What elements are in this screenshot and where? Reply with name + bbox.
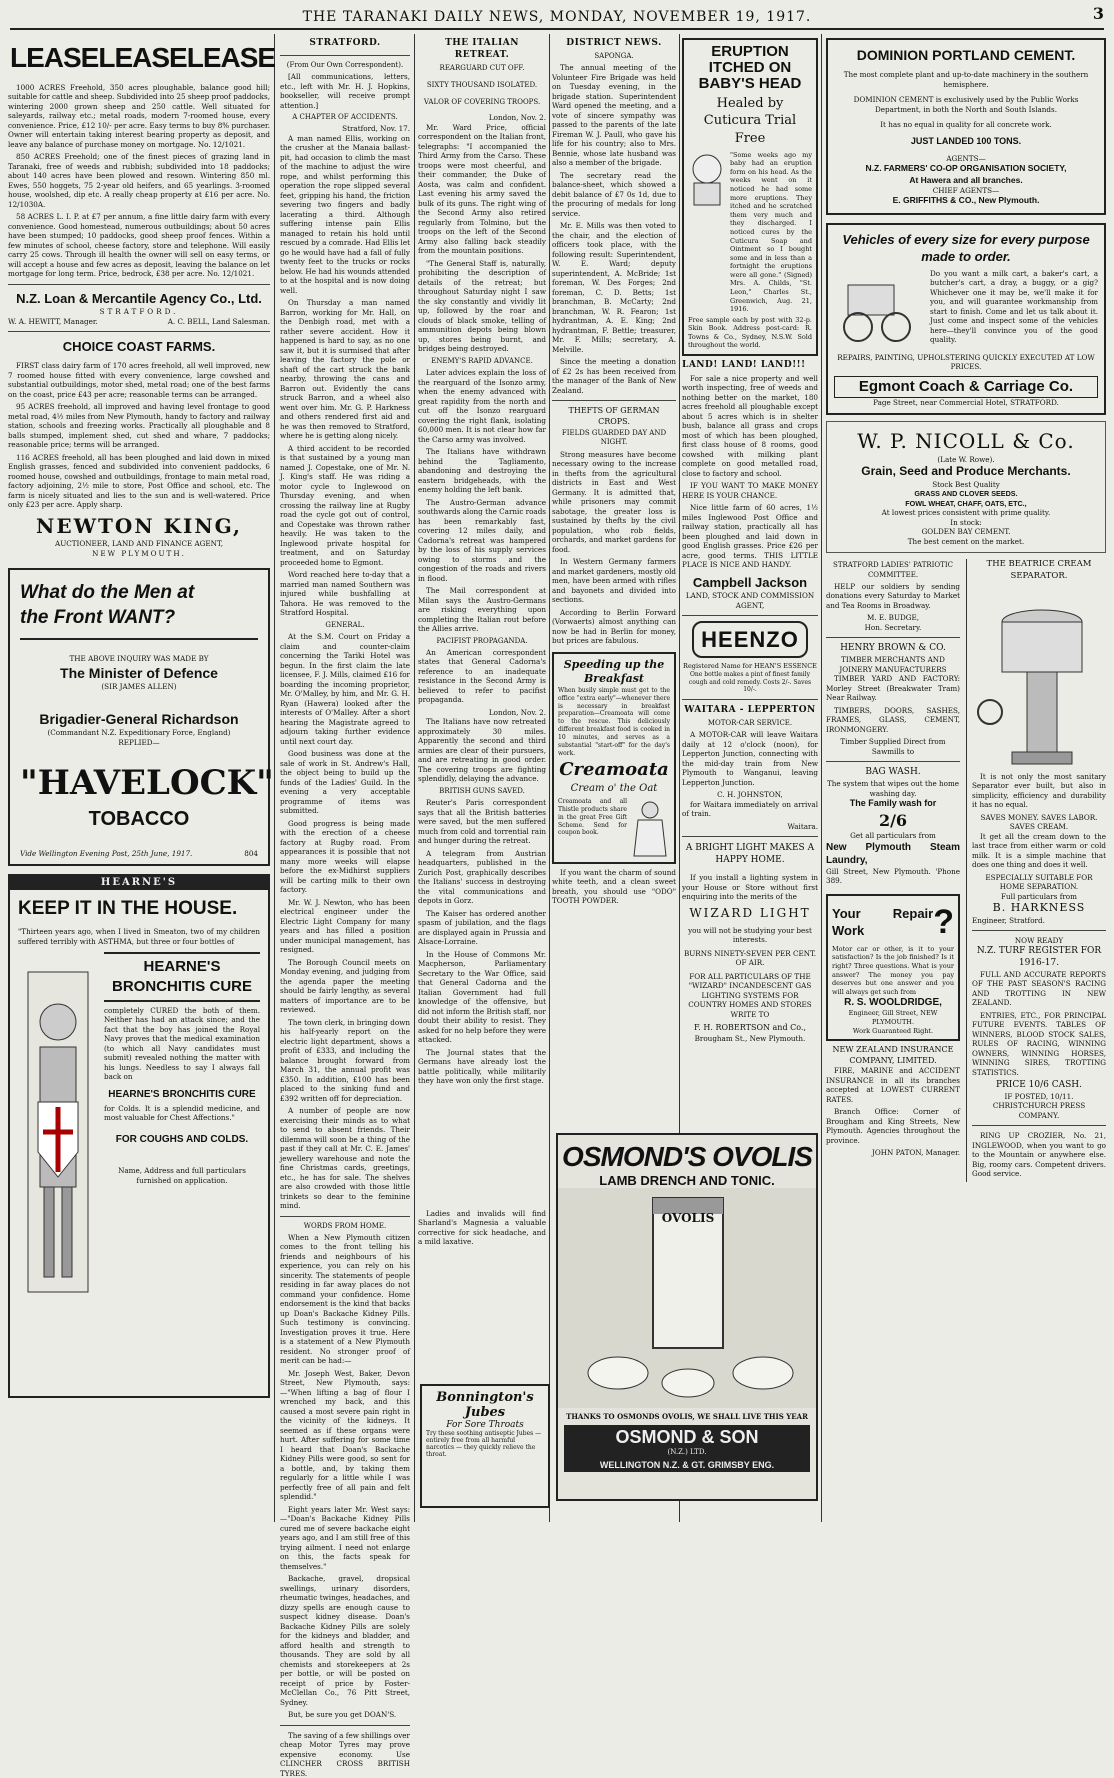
column-rule bbox=[549, 34, 550, 1522]
bonnington-name: Bonnington's Jubes bbox=[436, 1390, 534, 1420]
farm-listing: FIRST class dairy farm of 170 acres freehold, all well improved, new 7 roomed house fitted with every convenience, large cowshed and substantial outbuildings, motor shed, metal road; one of the best farms on the coast, price £43 per acre; reasonable terms can be arranged. bbox=[8, 361, 270, 399]
hearne-testimonial: "Thirteen years ago, when I lived in Smeaton, two of my children suffered terribly with ASTHMA, but three or four bottles of bbox=[18, 927, 260, 946]
havelock-minister-sub: (SIR JAMES ALLEN) bbox=[101, 682, 177, 692]
paragraph: for Waitara immediately on arrival of train. bbox=[682, 799, 818, 819]
cement-griffiths: E. GRIFFITHS & CO., New Plymouth. bbox=[892, 195, 1040, 206]
separator-role: Engineer, Stratford. bbox=[972, 915, 1045, 925]
separator-illustration bbox=[972, 582, 1106, 772]
insurance-title: NEW ZEALAND INSURANCE COMPANY, LIMITED. bbox=[832, 1045, 954, 1065]
paragraph: Backache, gravel, dropsical swellings, urinary disorders, rheumatic twinges, headaches, and dizzy spells are enough cause to suspect kidney disease. Doan's Backache Kidney Pills are solely for the kidneys and bladder, and afford health and strength to thousands. They are sold by all chemists and storekeepers at 2s per bottle, or will be posted on receipt of price by Foster-McClellan Co., 76 Pitt Street, Sydney. bbox=[280, 1574, 410, 1707]
column-rule bbox=[414, 34, 415, 1522]
creamoata-ad bbox=[552, 652, 676, 864]
osmond-address: WELLINGTON N.Z. & GT. GRIMSBY ENG. bbox=[564, 1458, 810, 1472]
separator-title: THE BEATRICE CREAM SEPARATOR. bbox=[986, 559, 1092, 581]
paragraph: IF YOU WANT TO MAKE MONEY HERE IS YOUR CHANCE. bbox=[682, 481, 818, 500]
section-heading: GENERAL. bbox=[325, 620, 365, 629]
paragraph: The saving of a few shillings over cheap Motor Tyres may prove expensive economy. Use CLINCHER CROSS BRITISH TYRES. bbox=[280, 1730, 410, 1778]
havelock-inquiry: THE ABOVE INQUIRY WAS MADE BY bbox=[69, 654, 209, 664]
hearne-cured-text: completely CURED the both of them. Neither has had an attack since; and the fact that the boy has joined the Royal Navy proves that the medical examination (to which all Navy candidates must submit) revealed nothing the matter with his lungs. Needless to say I always fall back on bbox=[104, 1005, 260, 1082]
nicoll-sub: Grain, Seed and Produce Merchants. bbox=[861, 464, 1071, 478]
paragraph: If you install a lighting system in your House or Store without first enquiring into the merits of the bbox=[682, 873, 818, 902]
heenzo-small: One bottle makes a pint of finest family cough and cold remedy. Costs 2/-. Saves 10/-. bbox=[688, 670, 812, 694]
waitara-town: Waitara. bbox=[787, 821, 818, 831]
newton-title: NEWTON KING, bbox=[36, 513, 242, 538]
osmond-thanks: THANKS TO OSMONDS OVOLIS, WE SHALL LIVE THIS YEAR bbox=[566, 1412, 808, 1421]
heenzo-sub: Registered Name for HEAN'S ESSENCE bbox=[683, 662, 817, 671]
right-subcolumn bbox=[966, 559, 1106, 1182]
cement-branches: At Hawera and all branches. bbox=[909, 174, 1023, 185]
egmont-address: Page Street, near Commercial Hotel, STRATFORD. bbox=[873, 397, 1059, 407]
bag-body: The system that wipes out the home washing day. bbox=[826, 779, 960, 798]
creamoata-small: Creamoata and all Thistle products share in the great Free Gift Scheme. Send for coupon book. bbox=[558, 797, 627, 837]
bonnington-body: Try these soothing antiseptic Jubes — entirely free from all harmful narcotics — they quickly relieve the throat. bbox=[426, 1430, 542, 1458]
paragraph: Since the meeting a donation of £2 2s has been received from the manager of the Bank of New Zealand. bbox=[552, 357, 676, 395]
paragraph: Mr. Joseph West, Baker, Devon Street, New Plymouth, says:—"When lifting a bag of flour I wrenched my back, and this caused a most severe pain right in the vicinity of the kidneys. It seemed as if these organs were hurt. After suffering for some time I heard that Doan's Backache Kidney Pills were good, so sent for a bottle, and, by taking them regularly for a little while I was perfectly free of all pain and felt splendid." bbox=[280, 1368, 410, 1502]
nicoll-name: W. P. NICOLL & Co. bbox=[857, 429, 1075, 454]
cuticura-headline: ERUPTION ITCHED ON BABY'S HEAD bbox=[698, 43, 802, 92]
section-heading: THEFTS OF GERMAN CROPS. bbox=[568, 406, 660, 426]
cement-ad bbox=[826, 38, 1106, 215]
brown-title: HENRY BROWN & CO. bbox=[840, 643, 946, 654]
repair-ad bbox=[826, 894, 960, 1041]
patriotic-name: M. E. BUDGE, bbox=[866, 613, 920, 623]
osmond-tin: OVOLIS bbox=[661, 1211, 715, 1225]
section-heading: PACIFIST PROPAGANDA. bbox=[436, 636, 528, 645]
paragraph: ENTRIES, ETC., FOR PRINCIPAL FUTURE EVENTS. TABLES OF WINNERS, BLOOD STOCK SALES, RULES OF RACING, WINNING OWNERS, WINNING HORSES, WINNING SIRES, TROTTING STATISTICS. bbox=[972, 1010, 1106, 1077]
egmont-name: Egmont Coach & Carriage Co. bbox=[834, 376, 1098, 398]
paragraph: Strong measures have become necessary owing to the increase in thefts from the agricultural districts in East and West Germany. It is admitted that, while prisoners may commit sabotage, the greater loss is sustained by thefts by the civil population, who rob fields, orchards, and market gardens for food. bbox=[552, 449, 676, 554]
hearne-side-desc: for Colds. It is a splendid medicine, and most valuable for Chest Affections." bbox=[104, 1103, 260, 1123]
wizard-particulars: FOR ALL PARTICULARS OF THE "WIZARD" INCANDESCENT GAS LIGHTING SYSTEMS FOR COUNTRY HOMES AND STORES WRITE TO bbox=[688, 971, 812, 1019]
paragraph: It is not only the most sanitary Separator ever built, but also in simplicity, efficiency and durability it has no equal. bbox=[972, 771, 1106, 810]
osmond-maker-sub: (N.Z.) LTD. bbox=[667, 1448, 707, 1456]
paragraph: RING UP CROZIER, No. 21, INGLEWOOD, when you want to go to the Mountain or anywhere else. Big, roomy cars. Competent drivers. Good service. bbox=[972, 1131, 1106, 1179]
creamoata-speeding: Speeding up the Breakfast bbox=[563, 657, 665, 686]
listing: 58 ACRES L. I. P. at £7 per annum, a fine little dairy farm with every convenience. Good homestead, numerous outbuildings; about 50 acres have been stumped; 10 paddocks, good sheep proof fences. Within a few minutes of school, cheese factory, store and telephone. Will easily carry 25 cows. Through ill health the owner will sell on easy terms, or will accept a house and few acres as deposit, leaving the balance on let mortgage for long term. Price, bedrock, £38 per acre. No. 12/1021. bbox=[8, 212, 270, 279]
section-heading: WORDS FROM HOME. bbox=[303, 1221, 387, 1230]
column-1 bbox=[8, 34, 276, 1524]
knight-illustration bbox=[18, 952, 98, 1312]
left-subcolumn bbox=[826, 559, 960, 1182]
havelock-replied: REPLIED— bbox=[118, 737, 160, 747]
listing: 850 ACRES Freehold; one of the finest pieces of grazing land in Taranaki, free of weeds and rubbish; subdivided into 18 paddocks; about 140 acres have been plowed and resown. Wintering 850 ml. Ewes, 550 hoggets, 75 2-year old heifers, and 65 yearlings. 3-roomed house, woolshed, dip etc. A really cheap property at £16 per acre. No. 12/1030A. bbox=[8, 152, 270, 209]
masthead bbox=[10, 6, 1104, 30]
havelock-code: 804 bbox=[244, 848, 258, 858]
repair-address: Engineer, Gill Street, NEW PLYMOUTH. bbox=[848, 1009, 938, 1027]
column-2 bbox=[280, 34, 410, 1778]
bag-title: BAG WASH. bbox=[865, 767, 921, 778]
paragraph: The Italians have now retreated approximately 30 miles. Apparently the second and third armies are clear of their pursuers, and are retreating in good order. The covering troops are fighting splendidly, delaying the advance. bbox=[418, 717, 546, 784]
farm-listing: 116 ACRES freehold, all has been ploughed and laid down in mixed English grasses, fenced and subdivided into convenient paddocks, 6 roomed house, cowshed and outbuildings, frontage to main metal road, factory adjoining, 2½ mile to store, Post Office and school, etc. The farm is nicely situated and lies to the sun and is well-watered. Price only £23 per acre. Apply sharp. bbox=[8, 452, 270, 510]
hearne-for-line: FOR COUGHS AND COLDS. bbox=[115, 1133, 249, 1145]
nicoll-fowl: FOWL WHEAT, CHAFF, OATS, ETC., bbox=[905, 498, 1027, 508]
turf-post: IF POSTED, 10/11. bbox=[1004, 1091, 1074, 1101]
paragraph: If you want the charm of sound white teeth, and a clean sweet breath, you should use "ODO" TOOTH POWDER. bbox=[552, 867, 676, 906]
nicoll-prices: At lowest prices consistent with prime quality. bbox=[881, 508, 1051, 518]
nicoll-golden: GOLDEN BAY CEMENT. bbox=[921, 527, 1011, 537]
cuticura-sample: Free sample each by post with 32-p. Skin Book. Address post-card: R. Towns & Co., Sydney, N.S.W. Sold throughout the world. bbox=[688, 315, 812, 350]
creamoata-brand: Creamoata bbox=[559, 758, 669, 780]
osmond-sub: LAMB DRENCH AND TONIC. bbox=[599, 1173, 775, 1188]
havelock-tobacco: TOBACCO bbox=[88, 808, 190, 831]
turf-price: PRICE 10/6 CASH. bbox=[995, 1080, 1083, 1091]
wizard-agent: F. H. ROBERTSON and Co., bbox=[693, 1023, 807, 1033]
turf-press: CHRISTCHURCH PRESS COMPANY. bbox=[992, 1101, 1086, 1120]
page-number: 3 bbox=[1092, 4, 1104, 23]
osmond-name: OSMOND'S OVOLIS bbox=[562, 1141, 812, 1172]
vehicles-repairs: REPAIRS, PAINTING, UPHOLSTERING QUICKLY EXECUTED AT LOW PRICES. bbox=[837, 352, 1095, 372]
subheading: SAPONGA. bbox=[594, 51, 634, 60]
creamoata-tag: Cream o' the Oat bbox=[570, 782, 658, 794]
subheading: VALOR OF COVERING TROOPS. bbox=[423, 98, 541, 107]
subheading: FIELDS GUARDED DAY AND NIGHT. bbox=[561, 429, 667, 447]
repair-question: ? bbox=[933, 902, 954, 941]
column-3 bbox=[418, 34, 546, 1524]
havelock-brand: "HAVELOCK" bbox=[20, 763, 274, 804]
paragraph: FIRE, MARINE and ACCIDENT INSURANCE in all its branches accepted at LOWEST CURRENT RATES. bbox=[826, 1066, 960, 1104]
paragraph: It get all the cream down to the last trace from either warm or cold milk. It is a simple machine that does one thing and does it well. bbox=[972, 831, 1106, 870]
column-rule bbox=[821, 34, 822, 1522]
notice: [All communications, letters, etc., left with Mr. H. J. Hopkins, bookseller, will receive prompt attention.] bbox=[280, 72, 410, 110]
havelock-question-1: What do the Men at bbox=[20, 582, 195, 604]
paragraph: In the House of Commons Mr. Macpherson, Parliamentary Secretary to the War Office, said that General Cadorna and the Italian Government had full knowledge of the offensive, but did not inform the British staff, nor doubt their ability to resist. They asked for no help before they were attacked. bbox=[418, 949, 546, 1045]
cement-sub: The most complete plant and up-to-date machinery in the southern hemisphere. bbox=[843, 70, 1089, 89]
paragraph: Branch Office: Corner of Brougham and King Streets, New Plymouth. Agencies throughout the province. bbox=[826, 1107, 960, 1145]
section-heading: A CHAPTER OF ACCIDENTS. bbox=[292, 113, 398, 122]
repair-body: Motor car or other, is it to your satisfaction? Is the job finished? Is it right? Three questions. What is your answer? The money you pay deserves but one answer and you will always get such from bbox=[832, 944, 954, 996]
repair-headline: Your Repair Work bbox=[832, 906, 934, 939]
paragraph: On Thursday a man named Barron, working for Mr. Hall, on the Denbigh road, met with a rather severe accident. How it happened is hard to say, as no one saw it, but it is surmised that after leaving the factory the pole or shaft of the cart struck the bank nearby, throwing the cans and Barron out. Evidently the cans struck Barron, and a wheel also went over him. Mr. G. P. Harkness and others rendered first aid and he was then removed to Stratford, where he is getting along nicely. bbox=[280, 298, 410, 441]
paragraph: Ladies and invalids will find Sharland's Magnesia a valuable corrective for sick headache, and a mild laxative. bbox=[418, 1208, 546, 1247]
column-rule bbox=[274, 34, 275, 1522]
paragraph: At the S.M. Court on Friday a claim and counter-claim concerning the Tariki Hotel was begun. In the first claim the late licensee, F. J. Mills, claimed £16 for boarding the incoming proprietor, Mr. O'Malley, by him, and Mr. G. H. Ryan (Hawera) looked after the interests of O'Malley. After a short hearing the Magistrate agreed to adjourn taking further evidence until next court day. bbox=[280, 632, 410, 746]
hearne-banner: HEARNE'S bbox=[10, 876, 268, 890]
baby-illustration bbox=[688, 151, 726, 207]
havelock-general-sub: (Commandant N.Z. Expeditionary Force, England) bbox=[47, 728, 231, 738]
havelock-source: Vide Wellington Evening Post, 25th June, 1917. bbox=[20, 848, 193, 858]
nicoll-best: The best cement on the market. bbox=[907, 536, 1025, 546]
paragraph: A number of people are now exercising their minds as to what to send to absent friends. Their dilemma will soon be a thing of the past if they call at Mr. C. E. James' jewellery warehouse and note the fine Christmas cards, greetings, etc., he has for sale. The shelves are also crowded with those little trinkets so dear to the feminine mind. bbox=[280, 1106, 410, 1211]
brown-sub: TIMBER MERCHANTS AND JOINERY MANUFACTURERS bbox=[839, 655, 947, 674]
hearne-cure-name: HEARNE'S BRONCHITIS CURE bbox=[104, 952, 260, 1002]
separator-agent: B. HARKNESS bbox=[992, 901, 1086, 915]
paragraph: A MOTOR-CAR will leave Waitara daily at 12 o'clock (noon), for Lepperton Junction, connecting with the mid-day train from New Plymouth to Wanganui, leaving Lepperton Junction. bbox=[682, 730, 818, 787]
havelock-question-2: the Front WANT? bbox=[20, 607, 176, 629]
paragraph: The Mail correspondent at Milan says the Austro-Germans are risking everything upon completing the Italian rout before the Allies arrive. bbox=[418, 586, 546, 634]
section-heading: BRITISH GUNS SAVED. bbox=[439, 786, 525, 795]
bag-laundry: New Plymouth Steam Laundry, bbox=[826, 841, 960, 866]
section-title: STRATFORD. bbox=[309, 38, 381, 48]
column-5 bbox=[682, 34, 818, 1524]
nicoll-grass: GRASS AND CLOVER SEEDS. bbox=[914, 489, 1018, 499]
paragraph: Nice little farm of 60 acres, 1½ miles Inglewood Post Office and railway station, practically all has been ploughed and laid down in good English grasses. Price £26 per acre, good terms. THIS LITTLE PLACE IS NICE AND HANDY. bbox=[682, 503, 818, 570]
lease-word: LEASE bbox=[98, 42, 187, 73]
cement-used: DOMINION CEMENT is exclusively used by the Public Works Department, in both the North and South Islands. bbox=[853, 95, 1079, 114]
dateline: London, Nov. 2. bbox=[488, 113, 546, 123]
bag-get: Get all particulars from bbox=[850, 831, 936, 841]
havelock-ad bbox=[8, 568, 274, 866]
farm-listing: 95 ACRES freehold, all improved and having level frontage to good metal road, 4½ miles from New Plymouth, handy to factory and railway station, schools and freezing works. Practically all ploughable and 8 balls stumped, implement shed, cut shed and whare, 7 paddocks; reasonable price; terms will be arranged. bbox=[8, 402, 270, 450]
vehicles-body: Do you want a milk cart, a baker's cart, a butcher's cart, a dray, a buggy, or a gig? Whichever one it may be, we'll make it for you, and will guarantee workmanship from start to finish. Come and let us talk about it. Just come and inspect some of the vehicles here—they'll convince you of the good quality. bbox=[930, 268, 1098, 345]
cuticura-ad bbox=[682, 38, 818, 356]
cement-equal: It has no equal in quality for all concrete work. bbox=[880, 120, 1052, 130]
lease-word: LEASE bbox=[186, 42, 276, 73]
section-byline: (From Our Own Correspondent). bbox=[286, 60, 404, 69]
paragraph: FULL AND ACCURATE REPORTS OF THE PAST SEASON'S RACING AND TROTTING IN NEW ZEALAND. bbox=[972, 969, 1106, 1008]
bonnington-ad bbox=[420, 1384, 550, 1508]
bag-price: 2/6 bbox=[878, 810, 908, 830]
cement-title: DOMINION PORTLAND CEMENT. bbox=[856, 47, 1076, 63]
havelock-minister: The Minister of Defence bbox=[60, 664, 218, 681]
dateline: Stratford, Nov. 17. bbox=[342, 124, 410, 134]
paragraph: Later advices explain the loss of the rearguard of the Isonzo army, when the enemy advanced with great rapidity from the north and cut off the Isonzo rearguard covering the right flank, isolating 60,000 men. It is not clear how far the Carso army was involved. bbox=[418, 368, 546, 444]
dateline: London, Nov. 2. bbox=[488, 707, 546, 717]
paragraph: For sale a nice property and well worth inspecting, free of weeds and nothing better on the market, 180 acres freehold all ploughable except about 5 acres which is in shelter bush, balance all grass and crops most of which has been ploughed, first class house of 8 rooms, good cowshed with milking plant complete on good metalled road, close to factory and school. bbox=[682, 373, 818, 478]
girl-illustration bbox=[630, 798, 670, 858]
hearne-side-name: HEARNE'S BRONCHITIS CURE bbox=[108, 1088, 256, 1100]
brown-supply: Timber Supplied Direct from Sawmills to bbox=[840, 737, 946, 756]
paragraph: "The General Staff is, naturally, prohibiting the description of details of the retreat; but throughout Saturday night I saw the sky constantly and vividly lit up, followed by the roar and clouds of black smoke, telling of ammunition depots being blown up, stores being burnt, and bridges being destroyed. bbox=[418, 258, 546, 354]
paragraph: Mr. Ward Price, official correspondent on the Italian front, telegraphs: "I accompanied the Third Army from the Carso. These troops were most cheerful, and their commander, the Duke of Aosta, was calm and confident. Last evening his army saved the bulk of its guns. The right wing of the Second Army also retired regularly from Tolmino, but the troops on the left of the Second Army also falling back steadily from the mountain positions. bbox=[418, 122, 546, 256]
separator-saves: SAVES MONEY. SAVES LABOR. SAVES CREAM. bbox=[980, 812, 1098, 832]
paragraph: The Kaiser has ordered another spasm of jubilation, and the flags are displayed again in Prussia and Alsace-Lorraine. bbox=[418, 908, 546, 947]
paragraph: Word reached here to-day that a married man named Southern was injured while bushfalling at Tahora. He was removed to the Stratford Hospital. bbox=[280, 570, 410, 618]
masthead-title: THE TARANAKI DAILY NEWS, MONDAY, NOVEMBER 19, 1917. bbox=[302, 9, 812, 25]
wizard-address: Brougham St., New Plymouth. bbox=[694, 1033, 806, 1043]
lease-banner bbox=[10, 40, 276, 77]
waitara-title: WAITARA - LEPPERTON bbox=[684, 705, 816, 716]
hearne-footer: Name, Address and full particulars furnished on application. bbox=[118, 1166, 246, 1185]
nicoll-stock: Stock Best Quality bbox=[932, 479, 1000, 489]
cement-agents: AGENTS— bbox=[946, 153, 986, 163]
insurance-manager: JOHN PATON, Manager. bbox=[871, 1148, 960, 1158]
paragraph: Mr. W. J. Newton, who has been electrical engineer under the Electric Light Company for many years and has filled a position under municipal management, has resigned. bbox=[280, 897, 410, 955]
nicoll-stock2: In stock: bbox=[950, 517, 982, 527]
carriage-illustration bbox=[834, 269, 924, 349]
paragraph: The secretary read the balance-sheet, which showed a debit balance of £7 0s 1d, due to the procuring of medals for long service. bbox=[552, 170, 676, 218]
column-6 bbox=[826, 34, 1106, 1524]
bag-family: The Family wash for bbox=[849, 798, 937, 809]
bag-address: Gill Street, New Plymouth. 'Phone 389. bbox=[826, 866, 960, 886]
campbell-title: Campbell Jackson bbox=[692, 574, 808, 590]
wizard-body2: you will not be studying your best interests. bbox=[688, 925, 812, 945]
wizard-burns: BURNS NINETY-SEVEN PER CENT. OF AIR. bbox=[683, 948, 817, 968]
separator-full: Full particulars from bbox=[1001, 891, 1077, 901]
lease-word: LEASE bbox=[10, 42, 99, 73]
paragraph: HELP our soldiers by sending donations every Saturday to Market and Tea Rooms in Broadway. bbox=[826, 581, 960, 610]
heenzo-brand: HEENZO bbox=[701, 627, 799, 653]
cement-chief: CHIEF AGENTS— bbox=[932, 185, 1000, 195]
wizard-headline: A BRIGHT LIGHT MAKES A HAPPY HOME. bbox=[685, 843, 815, 866]
paragraph: An American correspondent states that General Cadorna's reference to an inadequate resistance in the Second Army is believed to refer to pacifist propaganda. bbox=[418, 647, 546, 705]
hearne-headline: KEEP IT IN THE HOUSE. bbox=[18, 898, 238, 920]
separator-special: ESPECIALLY SUITABLE FOR HOME SEPARATION. bbox=[985, 872, 1093, 892]
patriotic-role: Hon. Secretary. bbox=[864, 622, 922, 632]
subheading: REARGUARD CUT OFF. bbox=[439, 63, 525, 72]
paragraph: The Borough Council meets on Monday evening, and judging from the agenda paper the meeting should be fairly lengthy, as several matters of importance are to be reviewed. bbox=[280, 957, 410, 1015]
paragraph: In Western Germany farmers and market gardeners, mostly old men, have been armed with rifles and bayonets and divided into sections. bbox=[552, 557, 676, 605]
paragraph: The town clerk, in bringing down his half-yearly report on the electric light department, shows a profit of £333, and including the balance brought forward from March 31, the annual profit was £350. In addition, £100 has been placed to the sinking fund and £392 written off for depreciation. bbox=[280, 1017, 410, 1103]
listing: 1000 ACRES Freehold, 350 acres ploughable, balance good hill; suitable for cattle and sheep. Subdivided into 25 sheep proof paddocks, wintering 2000 grown sheep and 250 cattle. Well situated for saleyards, railway etc.; metal roads, modern 7-roomed house, every convenience. Price, £12 10/- per acre. Easy terms to buy 8% purchaser. Owner will entertain taking interest bearing property as deposit, and leave any balance of purchase money on mortgage. No. 12/1021. bbox=[8, 82, 270, 149]
vehicles-headline: Vehicles of every size for every purpose made to order. bbox=[842, 231, 1090, 264]
agency-town: STRATFORD. bbox=[99, 307, 179, 317]
paragraph: A man named Ellis, working on the crusher at the Manaia ballast-pit, had occasion to climb the mast of the machine to adjust the wire rope, and whilst performing this operation the rope slipped several feet, gripping his hand, the friction severing two fingers and badly lacerating a third. Although suffering intense pain Ellis managed to retain his hold until rescued by a comrade. Had Ellis let go he would have had a fall of fully twenty feet to the trucks or rocks below. He had his wounds attended to at the hospital and is now doing well. bbox=[280, 133, 410, 295]
paragraph: The Austro-German advance southwards along the Carnic roads has been remarkably fast, covering 12 miles daily, and Cadorna's retreat was hampered by the loss of his supply services owing to storms and the congestion of the roads and rivers in flood. bbox=[418, 497, 546, 583]
turf-title: N.Z. TURF REGISTER FOR 1916-17. bbox=[976, 945, 1102, 968]
paragraph: TIMBER YARD AND FACTORY: Morley Street (Breakwater Tram) Near Railway. bbox=[826, 674, 960, 703]
cuticura-subhead: Healed by Cuticura Trial Free bbox=[703, 96, 797, 146]
cuticura-body: "Some weeks ago my baby had an eruption form on his head. As the weeks went on it noticed he had some more eruptions. They itched and he scratched them very much and they discharged. I noticed cures by the Cuticura Soap and Ointment so I bought some and in less than a fortnight the eruptions were all gone." (Signed) Mrs. A. Childs, "St. Leon," Charles St., Greenwich, Aug. 21, 1916. bbox=[730, 150, 812, 314]
wizard-brand: WIZARD LIGHT bbox=[689, 905, 811, 920]
havelock-general: Brigadier-General Richardson bbox=[39, 710, 239, 727]
creamoata-body: When busily simple must get to the office "extra early"—whenever there is necessary in breakfast preparation—Creamoata will come to the rescue. This deliciously different breakfast food is cooked in 10 minutes, and serves as a substantial "start-off" for the day's work. bbox=[558, 686, 670, 757]
section-heading: ENEMY'S RAPID ADVANCE. bbox=[431, 356, 533, 365]
waitara-name: C. H. JOHNSTON, bbox=[717, 790, 783, 800]
cement-society: N.Z. FARMERS' CO-OP ORGANISATION SOCIETY, bbox=[865, 163, 1067, 174]
paragraph: The Italians have withdrawn behind the Tagliamento, abandoning and destroying the eastern bridgeheads, with the enemy holding the left bank. bbox=[418, 447, 546, 495]
farms-title: CHOICE COAST FARMS. bbox=[62, 339, 216, 355]
land-title: LAND! LAND! LAND!!! bbox=[682, 360, 806, 371]
paragraph: Mr. E. Mills was then voted to the chair, and the election of officers took place, with the following result: Superintendent, W. E. Ward; deputy superintendent, A. McBride; 1st foreman, W. Des Forges; 2nd foreman, C. D. Betts; 1st branchman, B. McCarty; 2nd branchman, W. R. Fearon; 1st hydrantman, A. E. King; 2nd hydrantman, F. Bettle; treasurer, Mr. F. Mills; secretary, A. Melville. bbox=[552, 221, 676, 354]
repair-guarantee: Work Guaranteed Right. bbox=[852, 1026, 934, 1035]
bonnington-sub: For Sore Throats bbox=[446, 1420, 524, 1430]
paragraph: A telegram from Austrian headquarters, published in the Zurich Post, graphically describes the Italians' success in destroying the vital communications and depots in Gorz. bbox=[418, 848, 546, 906]
agency-manager: W. A. HEWITT, Manager. bbox=[8, 316, 98, 326]
paragraph: Good progress is being made with the erection of a cheese factory at Rugby road. From appearances it is possible that not many more weeks will elapse before the ex-Midhirst suppliers will be carting milk to their own factory. bbox=[280, 818, 410, 895]
newton-town: NEW PLYMOUTH. bbox=[92, 548, 186, 558]
paragraph: But, be sure you get DOAN'S. bbox=[288, 1710, 397, 1720]
section-title: DISTRICT NEWS. bbox=[566, 38, 662, 48]
campbell-sub: LAND, STOCK AND COMMISSION AGENT, bbox=[685, 591, 815, 610]
nicoll-ad bbox=[826, 421, 1106, 553]
hearne-ad bbox=[8, 874, 270, 1398]
vehicles-ad bbox=[826, 223, 1106, 416]
turf-ready: NOW READY bbox=[1014, 936, 1064, 946]
paragraph: When a New Plymouth citizen comes to the front telling his friends and neighbours of his experience, you can rely on his sincerity. The statements of people residing in far away places do not command your confidence. Home endorsement is the kind that backs up Doan's Backache Kidney Pills. Such testimony is convincing. Investigation proves it true. Here is a statement of a New Plymouth resident. No stronger proof of merit can be had:— bbox=[280, 1232, 410, 1366]
waitara-sub: MOTOR-CAR SERVICE. bbox=[707, 719, 793, 728]
newton-sub: AUCTIONEER, LAND AND FINANCE AGENT, bbox=[55, 539, 223, 549]
agency-salesman: A. C. BELL, Land Salesman. bbox=[167, 316, 270, 326]
subheading: SIXTY THOUSAND ISOLATED. bbox=[426, 80, 538, 89]
paragraph: A third accident to be recorded is that sustained by a young man named J. Copestake, one of Mr. N. J. King's staff. He was riding a motor cycle to Inglewood on Thursday evening, and when crossing the railway line at Rugby road the cycle got out of control, and Copestake was thrown rather heavily. He was taken to the Inglewood private hospital for treatment, and on Saturday proceeded home to Egmont. bbox=[280, 443, 410, 567]
paragraph: Good business was done at the sale of work in St. Andrew's Hall, the object being to build up the funds of the Ladies' Guild. In the evening a very acceptable programme of items was submitted. bbox=[280, 749, 410, 816]
paragraph: TIMBERS, DOORS, SASHES, FRAMES, GLASS, CEMENT, IRONMONGERY. bbox=[826, 705, 960, 734]
section-title: THE ITALIAN RETREAT. bbox=[445, 38, 519, 60]
nicoll-late: (Late W. Rowe). bbox=[937, 454, 995, 464]
paragraph: According to Berlin Forward (Vorwaerts) almost anything can now be had in Berlin for money, but prices are fabulous. bbox=[552, 607, 676, 646]
paragraph: The annual meeting of the Volunteer Fire Brigade was held on Tuesday evening, in the brigade station. Superintendent Ward opened the meeting, and a vote of sincere sympathy was passed to the parents of the late Fireman W. J. Paull, who gave his life for his country; also to Mrs. Bennie, whose late husband was also a member of the brigade. bbox=[552, 63, 676, 168]
paragraph: Reuter's Paris correspondent says that all the British batteries were saved, but the men suffered much from cold and torrential rain and hunger during the retreat. bbox=[418, 798, 546, 846]
agency-title: N.Z. Loan & Mercantile Agency Co., Ltd. bbox=[16, 290, 262, 306]
patriotic-title: STRATFORD LADIES' PATRIOTIC COMMITTEE. bbox=[833, 561, 953, 579]
osmond-maker: OSMOND & SON bbox=[615, 1427, 759, 1447]
repair-name: R. S. WOOLDRIDGE, bbox=[844, 997, 942, 1009]
cement-landed: JUST LANDED 100 TONS. bbox=[910, 135, 1022, 146]
paragraph: The Journal states that the Germans have already lost the battle politically, while militarily they have won only the first stage. bbox=[418, 1047, 546, 1086]
paragraph: Eight years later Mr. West says:—"Doan's Backache Kidney Pills cured me of severe backache eight years ago, and I am still free of this trying ailment. I need not enlarge on this, the facts speak for themselves." bbox=[280, 1504, 410, 1571]
